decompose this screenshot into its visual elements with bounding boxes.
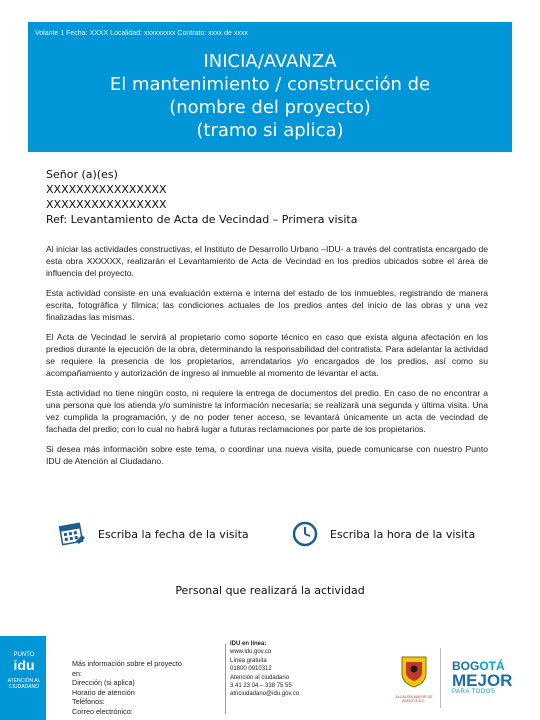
visit-time-label: Escriba la hora de la visita bbox=[330, 527, 476, 541]
project-contact-info bbox=[72, 659, 182, 716]
body-paragraph: El Acta de Vecindad le servirá al propietario como soporte técnico en caso que exista alguna afectación en los predios durante la ejecución de la obra, determinando la responsabilidad del contratista. Para adelantar la actividad se requiere la presencia de los propietarios, arrendatarios y/o encargados de los predios, así como su acompañamiento y autorización de ingreso al inmueble al momento de levantar el acta. bbox=[46, 332, 488, 378]
title-line: (nombre del proyecto) bbox=[169, 97, 371, 118]
recipient-name-line: XXXXXXXXXXXXXXXX bbox=[46, 183, 167, 196]
contact-line: 01800 0910312 bbox=[230, 666, 272, 673]
salutation: Señor (a)(es) bbox=[46, 168, 118, 181]
idu-logo bbox=[4, 652, 44, 716]
bogota-logo-part: BOG bbox=[452, 659, 480, 673]
recipient-block bbox=[46, 167, 357, 227]
contact-line: en: bbox=[72, 668, 82, 678]
personnel-label: Personal que realizará la actividad bbox=[175, 584, 365, 597]
body-paragraph: Esta actividad no tiene ningún costo, ni requiere la entrega de documentos del predio. En caso de no encontrar a una persona que los atienda y/o suministre la información necesaria; se realizará una segunda y última visita. Una vez cumplida la programación, y de no poder tener acceso, se levantará únicamente un acta de vecindad de fachada del predio; con lo cual no habrá lugar a futuras reclamaciones por parte de los propietarios. bbox=[46, 388, 488, 434]
bogota-mejor-logo bbox=[452, 660, 512, 695]
title-line: El mantenimiento / construcción de bbox=[109, 74, 431, 95]
footer-divider bbox=[225, 644, 226, 714]
visit-date-label: Escriba la fecha de la visita bbox=[98, 527, 249, 541]
alcaldia-logo bbox=[392, 654, 436, 703]
visit-date-field[interactable] bbox=[58, 519, 249, 549]
contact-line: Atención al ciudadano bbox=[230, 674, 290, 681]
contact-line: 3 41 23 04 – 338 75 55 bbox=[230, 683, 292, 690]
bogota-logo-part: OTÁ bbox=[479, 659, 505, 673]
visit-time-field[interactable] bbox=[290, 519, 475, 549]
email-link[interactable]: atnciudadano@idu.gov.co bbox=[230, 691, 300, 698]
contact-line: Dirección (si aplica) bbox=[72, 678, 135, 687]
website-link[interactable]: www.idu.gov.co bbox=[230, 649, 272, 656]
idu-contact-info bbox=[230, 640, 299, 699]
body-paragraph: Si desea más información sobre este tema, o coordinar una nueva visita, puede comunicarse con nuestro Punto IDU de Atención al Ciudadano. bbox=[46, 444, 488, 466]
bogota-logo-line3: PARA TODOS bbox=[452, 689, 496, 695]
contact-line: Teléfonos: bbox=[72, 697, 105, 706]
contact-line: Línea gratuita bbox=[230, 657, 267, 664]
clock-icon bbox=[290, 519, 320, 549]
bogota-logo-line2: MEJOR bbox=[452, 671, 513, 690]
body-paragraph: Esta actividad consiste en una evaluación externa e interna del estado de los inmuebles, registrando de manera escrita, fotográfica y fílmica; las condiciones actuales de los predios antes del inicio de las obras y una vez finalizadas las mismas. bbox=[46, 288, 488, 322]
header-banner bbox=[28, 22, 512, 152]
title-line: INICIA/AVANZA bbox=[203, 51, 337, 72]
reference-line: Ref: Levantamiento de Acta de Vecindad – Primera visita bbox=[46, 213, 358, 226]
logo-divider bbox=[440, 648, 441, 708]
document-meta: Volante 1 Fecha: XXXX Localidad: xxxxxxxxx Contrato: xxxx de xxxx bbox=[35, 30, 248, 37]
page-title bbox=[28, 50, 512, 142]
title-line: (tramo si aplica) bbox=[196, 120, 344, 141]
contact-line: Más información sobre el proyecto bbox=[72, 659, 182, 668]
contact-line: IDU en línea: bbox=[230, 641, 267, 647]
body-paragraph: Al iniciar las actividades constructivas, el Instituto de Desarrollo Urbano –IDU- a través del contratista encargado de esta obra XXXXXX, realizarán el Levantamiento de Acta de Vecindad en los predios ubicados sobre el área de influencia del proyecto. bbox=[46, 244, 488, 278]
idu-logo-idu: idu bbox=[13, 657, 35, 673]
calendar-icon bbox=[58, 519, 88, 549]
contact-line: Horario de atención bbox=[72, 687, 135, 697]
idu-logo-punto: PUNTO bbox=[13, 652, 35, 658]
recipient-name-line: XXXXXXXXXXXXXXXX bbox=[46, 198, 167, 211]
letter-body bbox=[46, 243, 488, 475]
contact-line: Correo electrónico: bbox=[72, 706, 133, 716]
alcaldia-label: ALCALDÍA MAYOR DE BOGOTÁ D.C. bbox=[395, 695, 433, 704]
coat-of-arms-icon bbox=[399, 654, 429, 688]
idu-logo-atencion: ATENCIÓN AL CIUDADANO bbox=[7, 678, 41, 690]
